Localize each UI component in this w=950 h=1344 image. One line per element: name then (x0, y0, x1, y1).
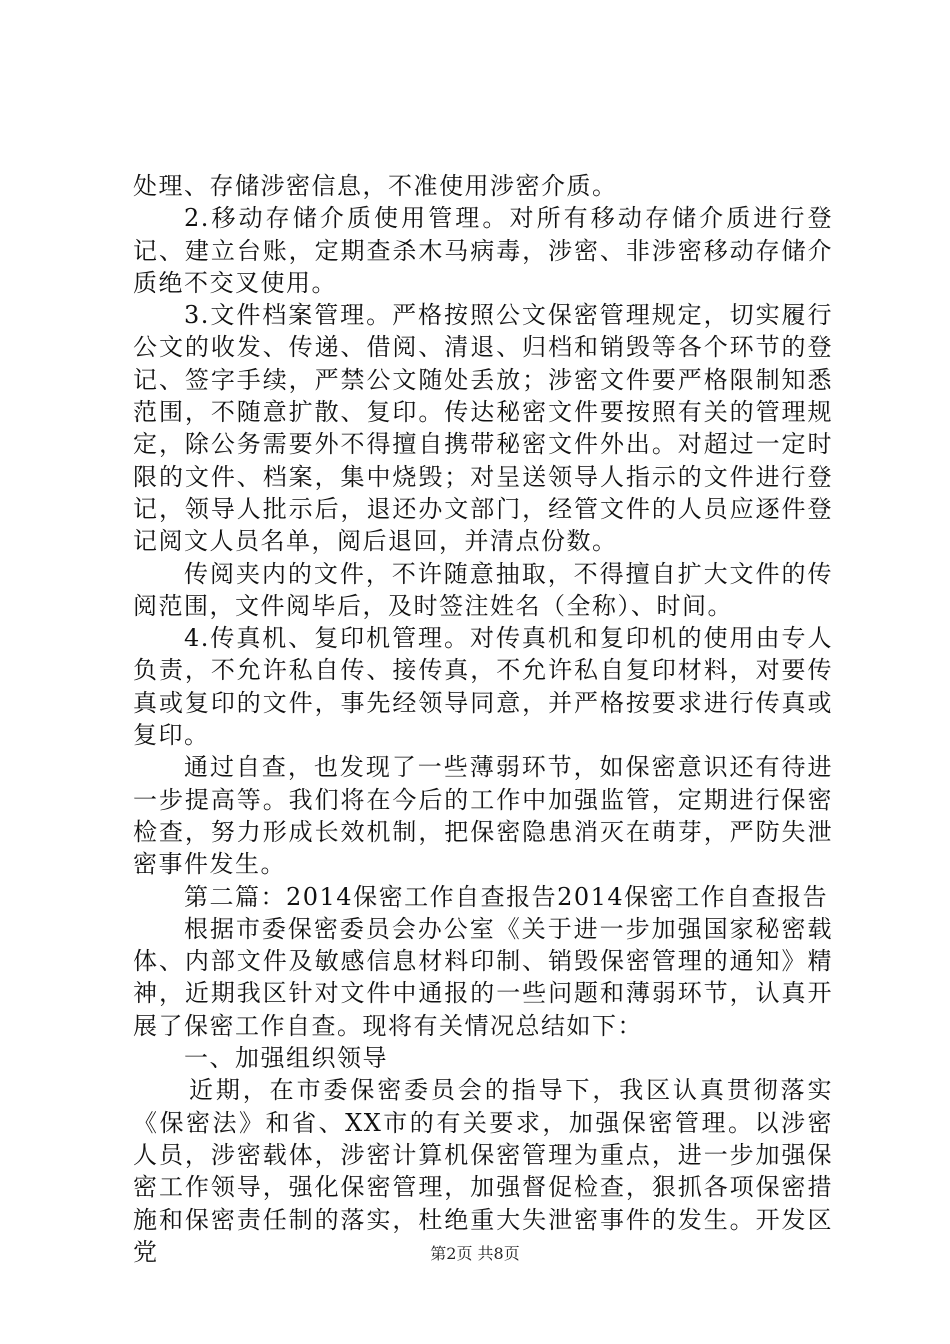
paragraph-circulation-folder: 传阅夹内的文件，不许随意抽取，不得擅自扩大文件的传阅范围，文件阅毕后，及时签注姓名（全称）、时间。 (133, 559, 833, 620)
paragraph-self-check-summary: 通过自查，也发现了一些薄弱环节，如保密意识还有待进一步提高等。我们将在今后的工作中加强监管，定期进行保密检查，努力形成长效机制，把保密隐患消灭在萌芽，严防失泄密事件发生。 (133, 753, 833, 879)
paragraph-recent-work: 近期，在市委保密委员会的指导下，我区认真贯彻落实《保密法》和省、XX市的有关要求，加强保密管理。以涉密人员，涉密载体，涉密计算机保密管理为重点，进一步加强保密工作领导，强化保密管理，加强督促检查，狠抓各项保密措施和保密责任制的落实，杜绝重大失泄密事件的发生。开发区党 (133, 1076, 833, 1266)
paragraph-fax-copier: 4.传真机、复印机管理。对传真机和复印机的使用由专人负责，不允许私自传、接传真，不允许私自复印材料，对要传真或复印的文件，事先经领导同意，并严格按要求进行传真或复印。 (133, 624, 833, 750)
section-heading-part-two: 第二篇：2014保密工作自查报告2014保密工作自查报告 (184, 882, 829, 911)
page-footer: 第2页 共8页 (430, 1244, 520, 1263)
paragraph-removable-media: 2.移动存储介质使用管理。对所有移动存储介质进行登记、建立台账，定期查杀木马病毒，涉密、非涉密移动存储介质绝不交叉使用。 (133, 204, 833, 297)
paragraph-continuation: 处理、存储涉密信息，不准使用涉密介质。 (133, 172, 618, 200)
paragraph-introduction: 根据市委保密委员会办公室《关于进一步加强国家秘密载体、内部文件及敏感信息材料印制、销毁保密管理的通知》精神，近期我区针对文件中通报的一些问题和薄弱环节，认真开展了保密工作自查。现将有关情况总结如下： (133, 914, 833, 1040)
paragraph-file-archives: 3.文件档案管理。严格按照公文保密管理规定，切实履行公文的收发、传递、借阅、清退、归档和销毁等各个环节的登记、签字手续，严禁公文随处丢放；涉密文件要严格限制知悉范围，不随意扩散、复印。传达秘密文件要按照有关的管理规定，除公务需要外不得擅自携带秘密文件外出。对超过一定时限的文件、档案，集中烧毁；对呈送领导人指示的文件进行登记，领导人批示后，退还办文部门，经管文件的人员应逐件登记阅文人员名单，阅后退回，并清点份数。 (133, 301, 833, 556)
subheading-organization-leadership: 一、加强组织领导 (184, 1044, 388, 1073)
document-body (133, 170, 833, 1268)
